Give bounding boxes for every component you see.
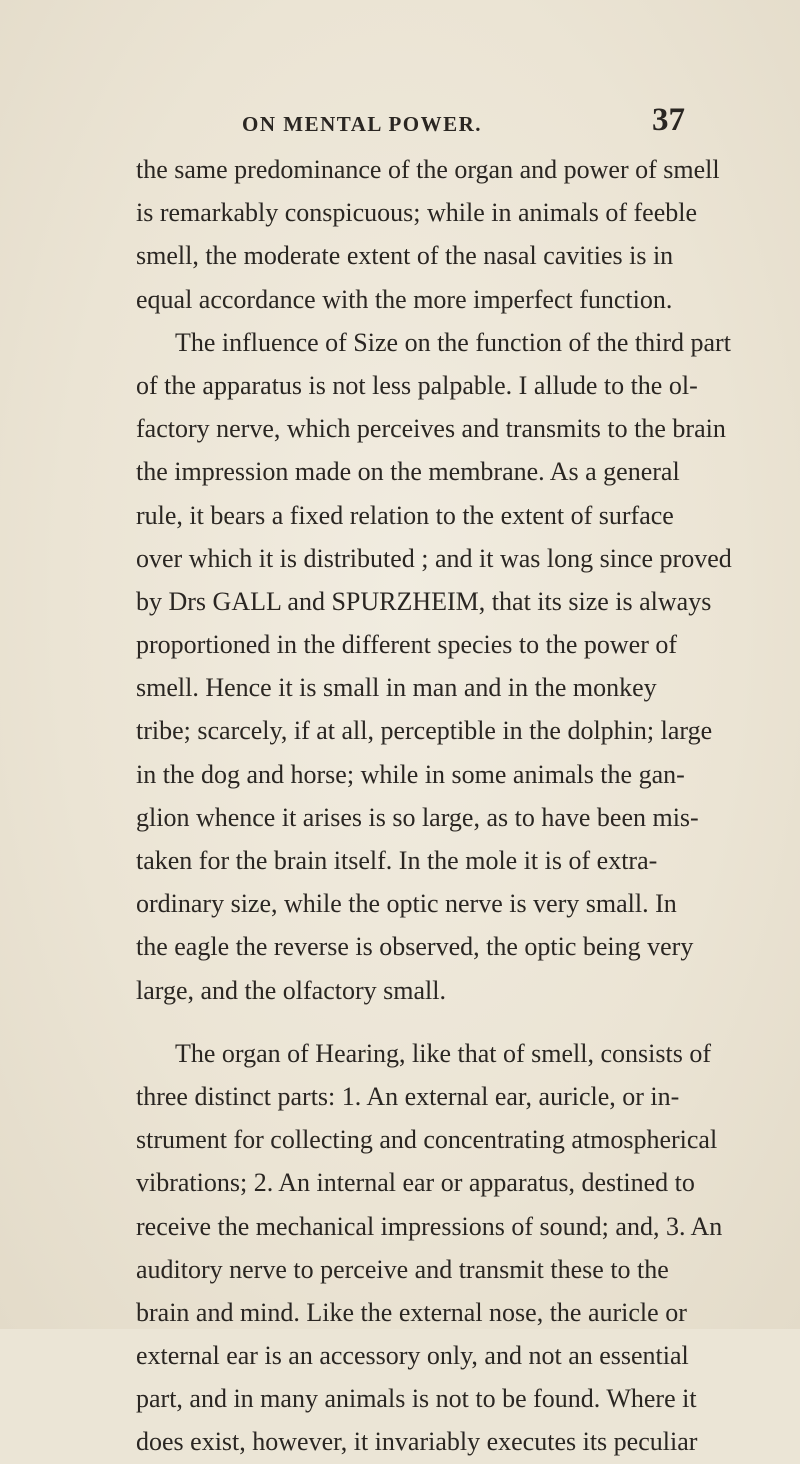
text-line: is remarkably conspicuous; while in animals of feeble bbox=[136, 198, 698, 228]
paragraph-start-line: The influence of Size on the function of the third part bbox=[175, 327, 731, 357]
text-line: tribe; scarcely, if at all, perceptible in the dolphin; large bbox=[136, 716, 713, 746]
text-line: ordinary size, while the optic nerve is very small. In bbox=[136, 889, 677, 919]
text-line: vibrations; 2. An internal ear or apparatus, destined to bbox=[136, 1168, 695, 1198]
body-text bbox=[136, 148, 792, 1464]
text-line: brain and mind. Like the external nose, the auricle or bbox=[136, 1297, 687, 1327]
text-line: factory nerve, which perceives and transmits to the brain bbox=[136, 414, 726, 444]
text-line: by Drs GALL and SPURZHEIM, that its size is always bbox=[136, 586, 712, 616]
text-line: proportioned in the different species to the power of bbox=[136, 630, 678, 660]
text-line: over which it is distributed ; and it was long since proved bbox=[136, 543, 732, 573]
text-line: large, and the olfactory small. bbox=[136, 975, 446, 1005]
text-line: part, and in many animals is not to be found. Where it bbox=[136, 1384, 697, 1414]
text-line: does exist, however, it invariably executes its peculiar bbox=[136, 1427, 698, 1457]
text-line: strument for collecting and concentrating atmospherical bbox=[136, 1125, 718, 1155]
text-line: in the dog and horse; while in some animals the gan- bbox=[136, 759, 685, 789]
text-line: the same predominance of the organ and power of smell bbox=[136, 155, 720, 184]
running-title: ON MENTAL POWER. bbox=[242, 112, 483, 136]
text-line: receive the mechanical impressions of sound; and, 3. An bbox=[136, 1211, 723, 1241]
text-line: taken for the brain itself. In the mole it is of extra- bbox=[136, 846, 658, 875]
text-line: rule, it bears a fixed relation to the extent of surface bbox=[136, 500, 674, 530]
paragraph-start-line: The organ of Hearing, like that of smell, consists of bbox=[175, 1038, 712, 1068]
page-header bbox=[0, 102, 800, 152]
text-line: smell, the moderate extent of the nasal cavities is in bbox=[136, 241, 674, 271]
text-line: three distinct parts: 1. An external ear, auricle, or in- bbox=[136, 1081, 680, 1111]
text-line: equal accordance with the more imperfect function. bbox=[136, 284, 673, 314]
paragraph-gap bbox=[136, 1012, 792, 1032]
text-line: external ear is an accessory only, and not an essential bbox=[136, 1341, 689, 1371]
page-number: 37 bbox=[652, 102, 685, 138]
text-line: of the apparatus is not less palpable. I allude to the ol- bbox=[136, 370, 698, 400]
text-line: smell. Hence it is small in man and in the monkey bbox=[136, 673, 657, 703]
text-line: auditory nerve to perceive and transmit these to the bbox=[136, 1254, 669, 1284]
text-line: glion whence it arises is so large, as to have been mis- bbox=[136, 802, 699, 832]
text-line: the eagle the reverse is observed, the optic being very bbox=[136, 932, 694, 962]
text-line: the impression made on the membrane. As a general bbox=[136, 457, 680, 487]
